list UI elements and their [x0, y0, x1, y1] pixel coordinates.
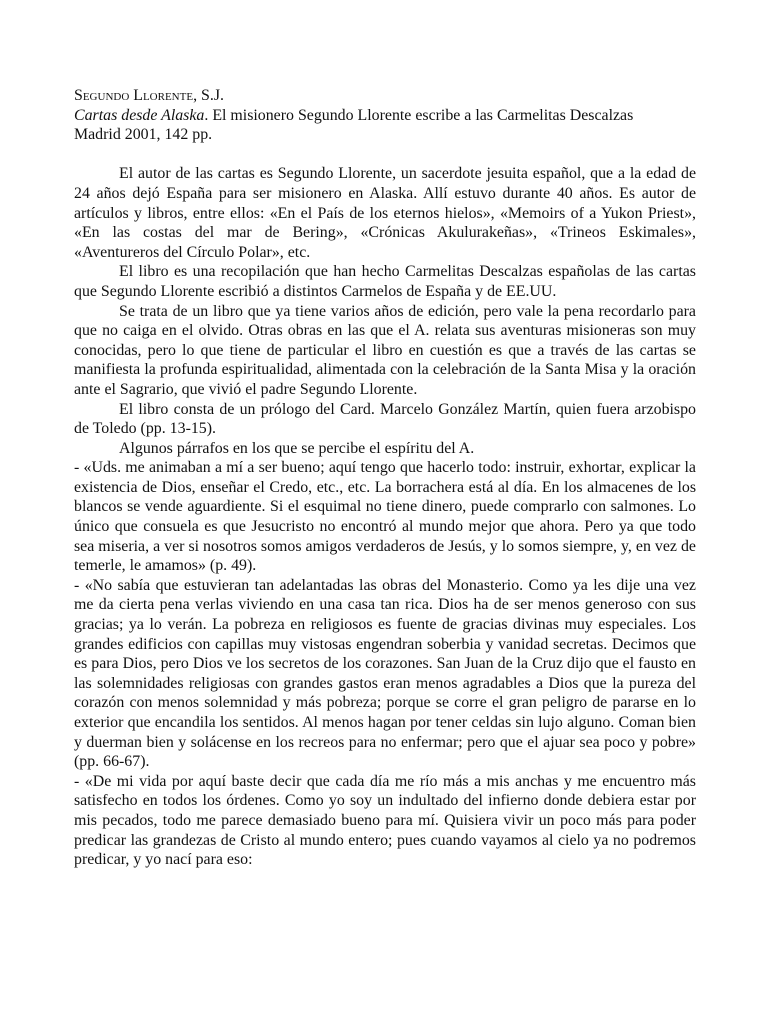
author-suffix: , S.J. [193, 87, 224, 104]
body-paragraph: El autor de las cartas es Segundo Llorente, un sacerdote jesuita español, que a la edad de 24 años dejó España para ser misionero en Alaska. Allí estuvo durante 40 años. Es autor de artículos y libros, entre ellos: «En el País de los eternos hielos», «Memoirs of a Yukon Priest», «En las costas del mar de Bering», «Crónicas Akulurakeñas», «Trineos Eskimales», «Aventureros del Círculo Polar», etc. [74, 165, 696, 261]
body-paragraph: Algunos párrafos en los que se percibe el espíritu del A. [119, 439, 475, 457]
book-subtitle: . El misionero Segundo Llorente escribe a las Carmelitas Descalzas [204, 106, 634, 124]
body-paragraph: El libro consta de un prólogo del Card. Marcelo González Martín, quien fuera arzobispo de Toledo (pp. 13-15). [74, 400, 696, 438]
quote-paragraph: - «No sabía que estuvieran tan adelantadas las obras del Monasterio. Como ya les dije una vez me da cierta pena verlas viviendo en una casa tan rica. Dios ha de ser menos generoso con sus gracias; ya lo verán. La pobreza en religiosos es fuente de gracias divinas muy especiales. Los grandes edificios con capillas muy vistosas engendran soberbia y vanidad secretas. Decimos que es para Dios, pero Dios ve los secretos de los corazones. San Juan de la Cruz dijo que el fausto en las solemnidades religiosas con grandes gastos eran menos agradables a Dios que la pureza del corazón con menos solemnidad y más pobreza; porque se corre el gran peligro de pararse en lo exterior que encandila los sentidos. Al menos hagan por tener celdas sin lujo alguno. Coman bien y duerman bien y solácense en los recreos para no enfermar; pero que el ajuar sea poco y pobre» (pp. 66-67). [74, 576, 696, 771]
document-page [74, 86, 696, 870]
book-title-line [74, 106, 696, 126]
author-name: Segundo Llorente [74, 87, 194, 104]
body-paragraph: El libro es una recopilación que han hecho Carmelitas Descalzas españolas de las cartas que Segundo Llorente escribió a distintos Carmelos de España y de EE.UU. [74, 263, 696, 300]
review-author-line [74, 86, 696, 106]
quote-paragraph: - «De mi vida por aquí baste decir que cada día me río más a mis anchas y me encuentro más satisfecho en todos los órdenes. Como yo soy un indultado del infierno donde debiera estar por mis pecados, todo me parece demasiado bueno para mí. Quisiera vivir un poco más para poder predicar las grandezas de Cristo al mundo entero; pues cuando vayamos al cielo ya no podremos predicar, y yo nací para eso: [74, 772, 696, 869]
book-title: Cartas desde Alaska [74, 106, 205, 124]
publication-info: Madrid 2001, 142 pp. [74, 126, 213, 144]
quote-paragraph: - «Uds. me animaban a mí a ser bueno; aquí tengo que hacerlo todo: instruir, exhortar, explicar la existencia de Dios, enseñar el Credo, etc., etc. La borrachera está al día. En los almacenes de los blancos se vende aguardiente. Si el esquimal no tiene dinero, puede comprarlo con salmones. Lo único que consuela es que Jesucristo no encontró al mundo mejor que ahora. Pero ya que todo sea miseria, a ver si nosotros somos amigos verdaderos de Jesús, y lo somos siempre, y, en vez de temerle, le amamos» (p. 49). [74, 459, 696, 575]
body-paragraph: Se trata de un libro que ya tiene varios años de edición, pero vale la pena recordarlo para que no caiga en el olvido. Otras obras en las que el A. relata sus aventuras misioneras son muy conocidas, pero lo que tiene de particular el libro en cuestión es que a través de las cartas se manifiesta la profunda espiritualidad, alimentada con la celebración de la Santa Misa y la oración ante el Sagrario, que vivió el padre Segundo Llorente. [74, 302, 696, 398]
